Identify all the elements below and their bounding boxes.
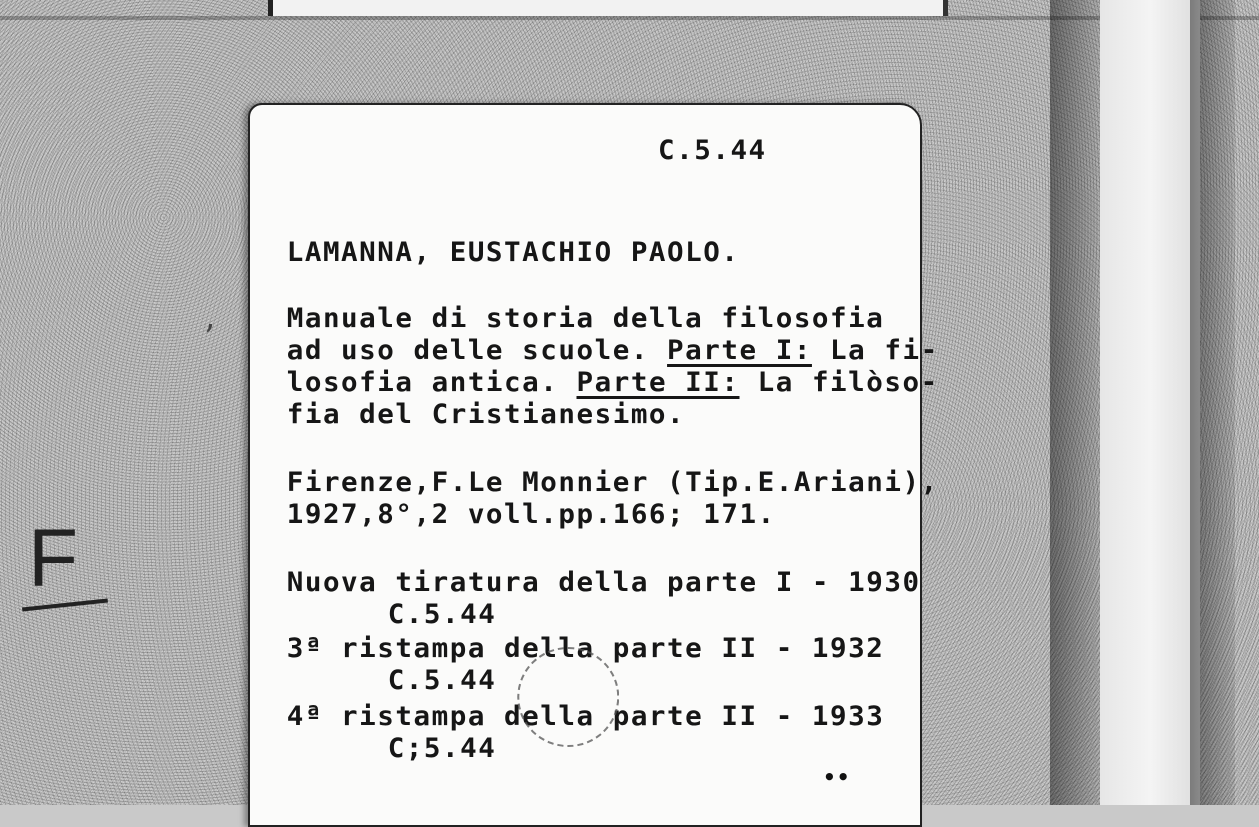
title-line-3	[287, 367, 939, 399]
faded-stamp	[517, 647, 619, 747]
title-line-2	[287, 335, 939, 367]
drawer-divider-shadow	[1190, 0, 1235, 805]
imprint-text: 1927,8°,2 voll.pp.166; 171.	[286, 499, 776, 530]
title-line-1	[287, 303, 885, 335]
author-heading: LAMANNA, EUSTACHIO PAOLO.	[286, 237, 740, 268]
reprint-shelf-mark	[388, 599, 497, 631]
margin-letter-f: F	[28, 513, 79, 604]
margin-mark: ʼ	[203, 318, 214, 358]
part-one-label: Parte I:	[667, 335, 812, 366]
reprint-shelf-mark	[388, 665, 497, 697]
reprint-text: 4ª ristampa della parte II - 1933	[286, 701, 885, 732]
shelf-mark: C;5.44	[387, 733, 497, 764]
catalog-card	[248, 103, 939, 827]
title-text: La fi-	[811, 335, 939, 366]
drawer-divider	[1100, 0, 1200, 805]
reprint-shelf-mark	[388, 733, 497, 765]
title-text: Manuale di storia della filosofia	[286, 303, 885, 334]
imprint-text: Firenze,F.Le Monnier (Tip.E.Ariani),	[286, 467, 939, 498]
reprint-line	[287, 567, 921, 599]
title-text: La filòso-	[739, 367, 939, 398]
title-text: ad uso delle scuole.	[286, 335, 668, 366]
title-line-4	[287, 399, 685, 431]
card-stack-shadow	[1050, 0, 1100, 805]
title-text: fia del Cristianesimo.	[286, 399, 686, 430]
imprint-line-1	[287, 467, 939, 499]
bottom-marks: ••	[823, 765, 851, 789]
imprint-line-2	[287, 499, 776, 531]
shelf-mark: C.5.44	[387, 599, 497, 630]
card-text	[250, 105, 939, 825]
shelf-mark: C.5.44	[658, 135, 767, 166]
adjacent-card-top	[268, 0, 948, 16]
reprint-text: Nuova tiratura della parte I - 1930	[286, 567, 921, 598]
shelf-mark: C.5.44	[387, 665, 497, 696]
title-text: losofia antica.	[286, 367, 577, 398]
part-two-label: Parte II:	[576, 367, 740, 398]
reprint-text: 3ª ristampa della parte II - 1932	[286, 633, 885, 664]
